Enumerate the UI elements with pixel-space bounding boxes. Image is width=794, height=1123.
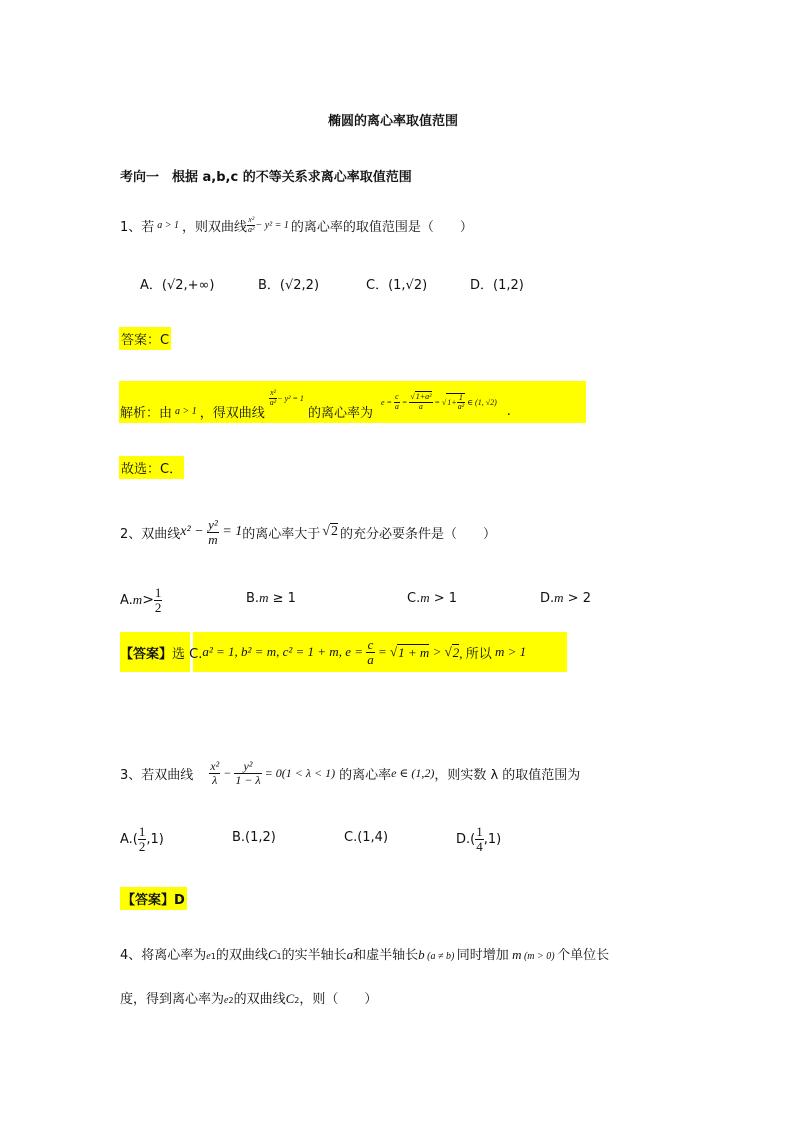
question-2: [120, 512, 496, 552]
q3-option-d: D.( $\frac{1}{4}$ ,1): [456, 823, 502, 854]
q1-option-a: A．(√2,+∞): [140, 278, 215, 293]
q1-prefix: 1、若: [120, 219, 155, 235]
q1-option-b: B．(√2,2): [258, 278, 320, 293]
q1-option-c: C．(1,√2): [366, 278, 428, 293]
q4-line1-e: 同时增加: [456, 948, 509, 963]
page-title: 椭圆的离心率取值范围: [328, 114, 459, 129]
q4-line1-d: 和虚半轴长: [353, 948, 419, 963]
q3-equation: $\frac{\text{x²}}{\lambda}$ − $\frac{\text{y²}}{1 - \lambda}$ = 0(1 < λ < 1): [210, 758, 336, 787]
q1-analysis-period: .: [506, 403, 511, 419]
q1-answer: 答案：C: [119, 327, 171, 350]
q3-mid: 的离心率: [339, 767, 392, 783]
question-4-line-2: 度，得到离心率为e2的双曲线C2，则（ ）: [120, 991, 378, 1007]
q1-condition: a > 1: [157, 219, 180, 231]
q1-analysis-mid2: 的离心率为: [307, 405, 373, 421]
q1-conclusion: 故选：C．: [119, 456, 184, 479]
q2-option-d: D.m > 2: [540, 590, 591, 606]
q4-line1-b: 的双曲线: [215, 948, 268, 963]
q4-line2-a: 度，得到离心率为: [120, 992, 225, 1007]
q1-analysis-eccentricity: e = $\frac{c}{a}$ = $\frac{\text{√1+a²}}{a}$ = √ 1+ $\frac{1}{\text{a²}}$ ∈ (1, √2): [380, 392, 497, 411]
q2-option-c: C.m > 1: [407, 590, 458, 606]
q2-sqrt2: √2: [322, 524, 338, 539]
q4-line1-a: 4、将离心率为: [120, 948, 207, 963]
q3-prefix: 3、若双曲线: [120, 767, 194, 783]
question-1: [120, 210, 473, 240]
q1-option-d: D．(1,2): [470, 278, 524, 293]
q3-suffix: ，则实数 λ 的取值范围为: [434, 767, 581, 783]
q1-analysis-hyperbola: $\frac{\text{x²}}{\text{a²}}$ − y² = 1: [269, 388, 304, 407]
q2-option-a: A. m > $\frac{1}{2}$: [120, 584, 162, 615]
q2-suffix2: 的充分必要条件是（ ）: [339, 526, 496, 542]
q1-analysis-condition: a > 1: [175, 405, 197, 417]
q4-line1-c: 的实半轴长: [281, 948, 347, 963]
q2-answer: 【答案】 选 C. a² = 1, b² = m, c² = 1 + m, e = $\frac{c}{a}$ = √ 1 + m > √ 2 , 所以 m > 1: [120, 636, 527, 667]
q2-prefix: 2、双曲线: [120, 526, 181, 542]
q1-analysis-prefix: 解析：由: [120, 405, 173, 421]
q4-line2-b: 的双曲线: [233, 992, 286, 1007]
q3-option-b: B.(1,2): [232, 830, 276, 845]
q3-option-a: A.( $\frac{1}{2}$ ,1): [120, 823, 164, 854]
q1-equation-rest: − y² = 1: [255, 219, 289, 231]
q2-suffix: 的离心率大于: [242, 526, 321, 542]
q2-option-b: B.m ≥ 1: [246, 590, 296, 606]
question-4-line-1: 4、将离心率为e1的双曲线C1的实半轴长a和虚半轴长b (a ≠ b) 同时增加 m (m > 0) 个单位长: [120, 947, 610, 963]
question-3: [120, 752, 580, 794]
q2-answer-label: 【答案】: [120, 646, 173, 662]
q1-fraction: $\frac{\text{x²}}{\text{a²}}$: [248, 215, 255, 234]
q1-analysis: [120, 381, 511, 423]
q3-condition: = 0(1 < λ < 1): [264, 765, 336, 780]
q4-line1-f: 个单位长: [557, 948, 610, 963]
q1-analysis-mid: ，得双曲线: [199, 405, 265, 421]
q3-option-c: C.(1,4): [344, 830, 389, 845]
section-heading: 考向一 根据 a,b,c 的不等关系求离心率取值范围: [120, 170, 412, 185]
q1-suffix: 的离心率的取值范围是（ ）: [290, 219, 473, 235]
q3-answer: 【答案】D: [120, 887, 187, 910]
q3-mid-math: e ∈ (1,2): [391, 765, 435, 780]
q4-line2-c: ，则（ ）: [299, 992, 378, 1007]
q1-mid: ，则双曲线: [182, 219, 248, 235]
q2-equation: x² − $\frac{\text{y²}}{m}$ = 1: [180, 516, 243, 547]
